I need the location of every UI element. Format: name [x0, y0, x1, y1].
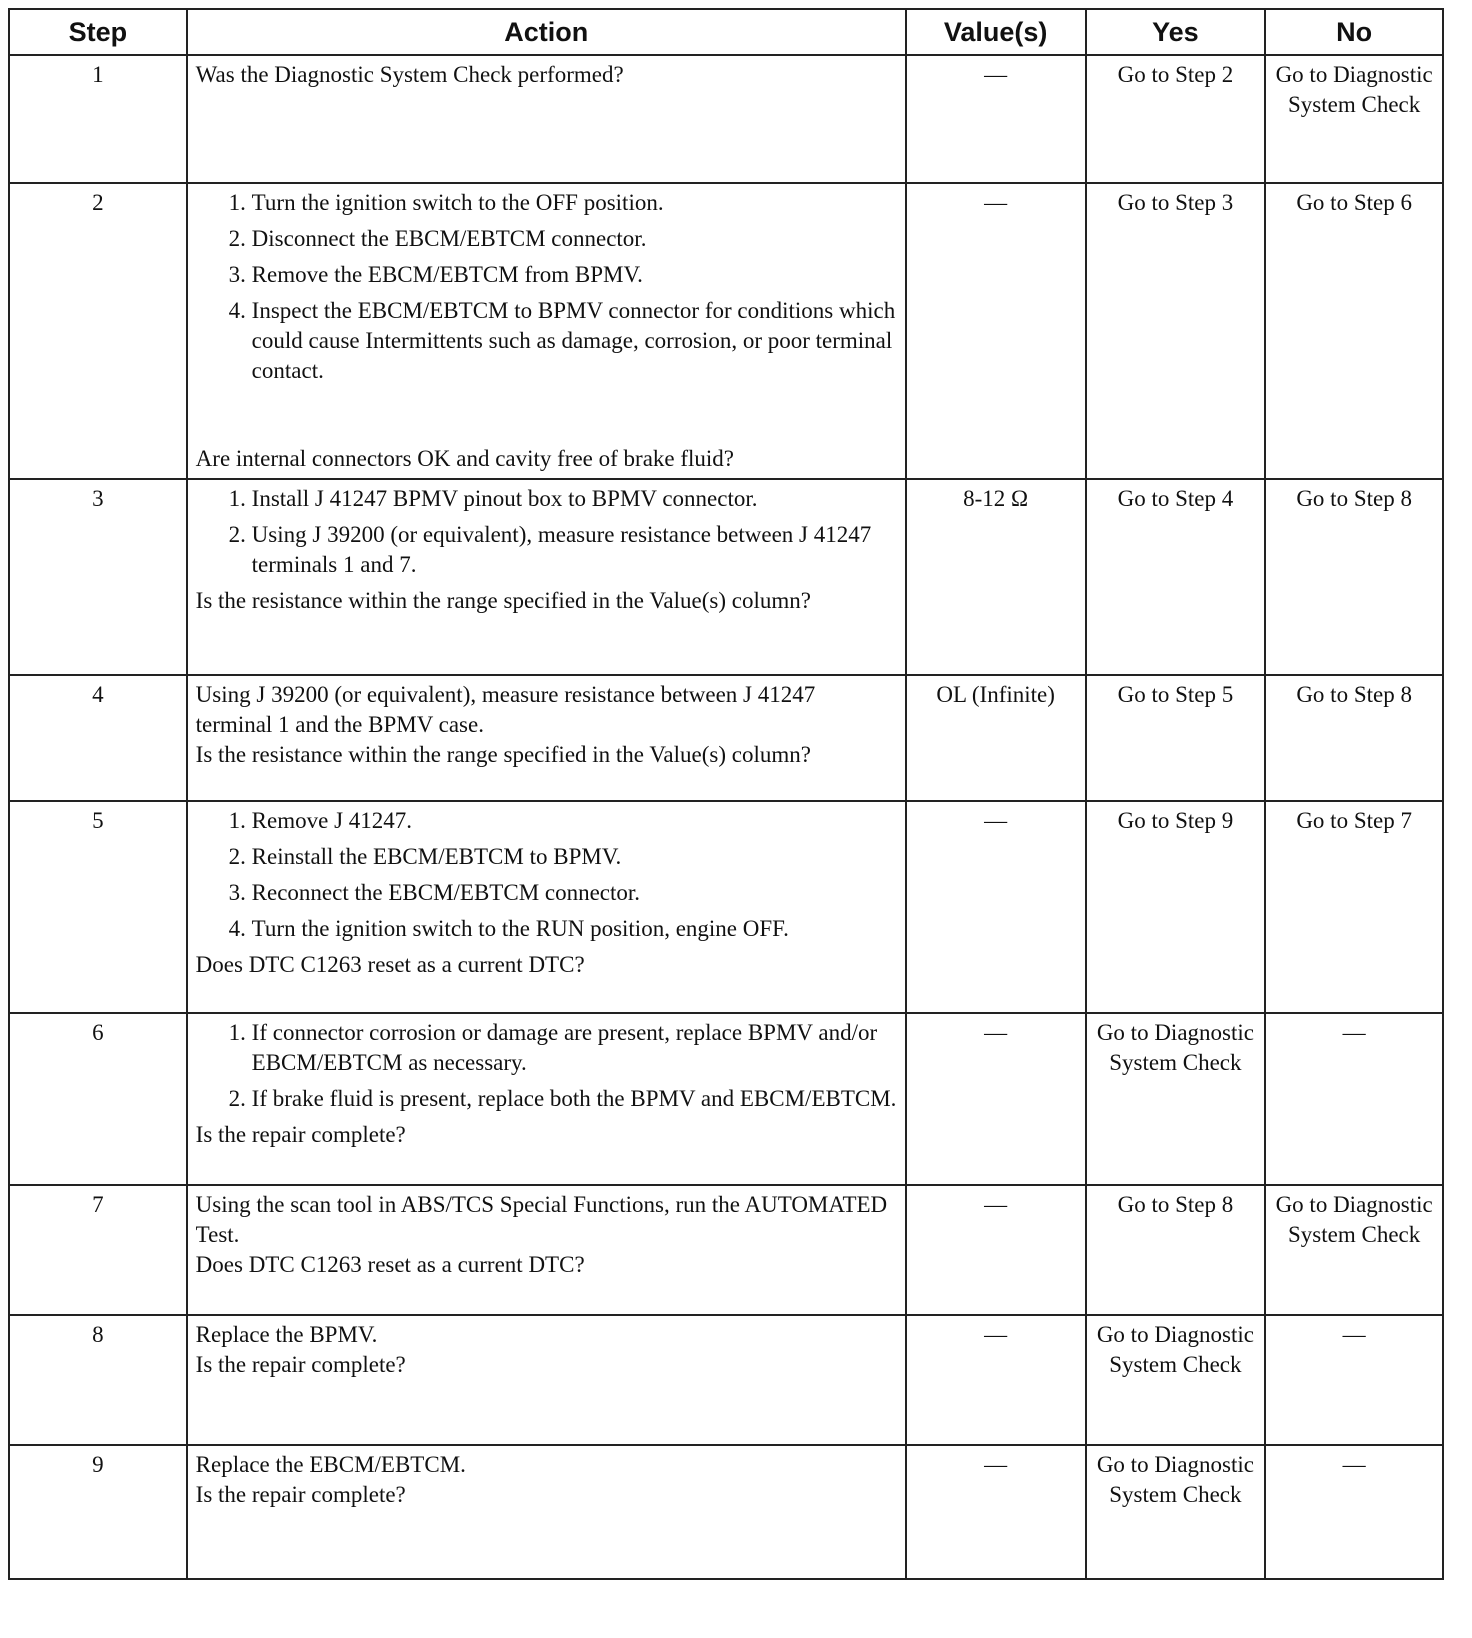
- yes-cell: Go to Step 3: [1086, 183, 1266, 479]
- question-text: Are internal connectors OK and cavity free of brake fluid?: [195, 446, 735, 471]
- action-step-item: 2. Reinstall the EBCM/EBTCM to BPMV.: [252, 842, 897, 872]
- action-cell: [187, 675, 906, 801]
- value-cell: —: [906, 1445, 1086, 1579]
- action-text: Using the scan tool in ABS/TCS Special Functions, run the AUTOMATED Test.: [195, 1192, 888, 1247]
- action-step-item: 3. Reconnect the EBCM/EBTCM connector.: [252, 878, 897, 908]
- table-row: [9, 55, 1443, 183]
- yes-cell: Go to Step 4: [1086, 479, 1266, 675]
- question-text: Was the Diagnostic System Check performed?: [195, 62, 624, 87]
- no-cell: Go to Step 8: [1265, 479, 1443, 675]
- question-text: Is the resistance within the range specified in the Value(s) column?: [195, 742, 811, 767]
- question-text: Does DTC C1263 reset as a current DTC?: [195, 1252, 585, 1277]
- question-text: Does DTC C1263 reset as a current DTC?: [195, 952, 585, 977]
- value-cell: —: [906, 1185, 1086, 1315]
- step-number: 1: [9, 55, 187, 183]
- action-cell: [187, 1185, 906, 1315]
- header-no: No: [1265, 9, 1443, 55]
- diagnostic-table: [8, 8, 1444, 1580]
- step-number: 2: [9, 183, 187, 479]
- question-text: Is the repair complete?: [195, 1482, 406, 1507]
- no-cell: Go to Step 6: [1265, 183, 1443, 479]
- question-text: Is the repair complete?: [195, 1122, 406, 1147]
- action-cell: [187, 1013, 906, 1185]
- header-step: Step: [9, 9, 187, 55]
- action-steps: [196, 806, 897, 944]
- no-cell: Go to Step 7: [1265, 801, 1443, 1013]
- step-number: 9: [9, 1445, 187, 1579]
- table-row: [9, 801, 1443, 1013]
- yes-cell: Go to Step 5: [1086, 675, 1266, 801]
- action-step-item: 2. Disconnect the EBCM/EBTCM connector.: [252, 224, 897, 254]
- action-cell: [187, 55, 906, 183]
- yes-cell: Go to Step 9: [1086, 801, 1266, 1013]
- value-cell: —: [906, 55, 1086, 183]
- action-cell: [187, 183, 906, 479]
- action-step-item: 3. Remove the EBCM/EBTCM from BPMV.: [252, 260, 897, 290]
- no-cell: —: [1265, 1445, 1443, 1579]
- header-row: [9, 9, 1443, 55]
- yes-cell: Go to Diagnostic System Check: [1086, 1445, 1266, 1579]
- value-cell: —: [906, 1013, 1086, 1185]
- question-text: Is the resistance within the range specified in the Value(s) column?: [195, 588, 811, 613]
- action-step-item: 2. If brake fluid is present, replace both the BPMV and EBCM/EBTCM.: [252, 1084, 897, 1114]
- value-cell: 8-12 Ω: [906, 479, 1086, 675]
- action-text: Replace the BPMV.: [195, 1322, 378, 1347]
- no-cell: Go to Diagnostic System Check: [1265, 1185, 1443, 1315]
- action-step-item: 4. Turn the ignition switch to the RUN position, engine OFF.: [252, 914, 897, 944]
- action-steps: [196, 1018, 897, 1114]
- action-step-item: 1. Install J 41247 BPMV pinout box to BPMV connector.: [252, 484, 897, 514]
- table-row: [9, 1445, 1443, 1579]
- header-values: Value(s): [906, 9, 1086, 55]
- action-step-item: 1. Remove J 41247.: [252, 806, 897, 836]
- action-cell: [187, 1445, 906, 1579]
- action-cell: [187, 801, 906, 1013]
- value-cell: OL (Infinite): [906, 675, 1086, 801]
- yes-cell: Go to Step 8: [1086, 1185, 1266, 1315]
- no-cell: —: [1265, 1315, 1443, 1445]
- action-step-item: 4. Inspect the EBCM/EBTCM to BPMV connector for conditions which could cause Intermittents such as damage, corrosion, or poor terminal contact.: [252, 296, 897, 386]
- step-number: 7: [9, 1185, 187, 1315]
- yes-cell: Go to Diagnostic System Check: [1086, 1315, 1266, 1445]
- step-number: 3: [9, 479, 187, 675]
- action-step-item: 1. If connector corrosion or damage are present, replace BPMV and/or EBCM/EBTCM as necessary.: [252, 1018, 897, 1078]
- table-row: [9, 183, 1443, 479]
- action-steps: [196, 188, 897, 386]
- table-row: [9, 479, 1443, 675]
- table-row: [9, 1315, 1443, 1445]
- table-row: [9, 675, 1443, 801]
- yes-cell: Go to Diagnostic System Check: [1086, 1013, 1266, 1185]
- action-step-item: 1. Turn the ignition switch to the OFF position.: [252, 188, 897, 218]
- no-cell: Go to Step 8: [1265, 675, 1443, 801]
- step-number: 6: [9, 1013, 187, 1185]
- step-number: 4: [9, 675, 187, 801]
- question-text: Is the repair complete?: [195, 1352, 406, 1377]
- action-text: Using J 39200 (or equivalent), measure resistance between J 41247 terminal 1 and the BPMV case.: [195, 682, 816, 737]
- no-cell: Go to Diagnostic System Check: [1265, 55, 1443, 183]
- yes-cell: Go to Step 2: [1086, 55, 1266, 183]
- header-yes: Yes: [1086, 9, 1266, 55]
- action-text: Replace the EBCM/EBTCM.: [195, 1452, 466, 1477]
- no-cell: —: [1265, 1013, 1443, 1185]
- table-row: [9, 1013, 1443, 1185]
- action-step-item: 2. Using J 39200 (or equivalent), measure resistance between J 41247 terminals 1 and 7.: [252, 520, 897, 580]
- step-number: 5: [9, 801, 187, 1013]
- value-cell: —: [906, 1315, 1086, 1445]
- action-cell: [187, 1315, 906, 1445]
- action-steps: [196, 484, 897, 580]
- value-cell: —: [906, 801, 1086, 1013]
- header-action: Action: [187, 9, 906, 55]
- table-row: [9, 1185, 1443, 1315]
- step-number: 8: [9, 1315, 187, 1445]
- action-cell: [187, 479, 906, 675]
- value-cell: —: [906, 183, 1086, 479]
